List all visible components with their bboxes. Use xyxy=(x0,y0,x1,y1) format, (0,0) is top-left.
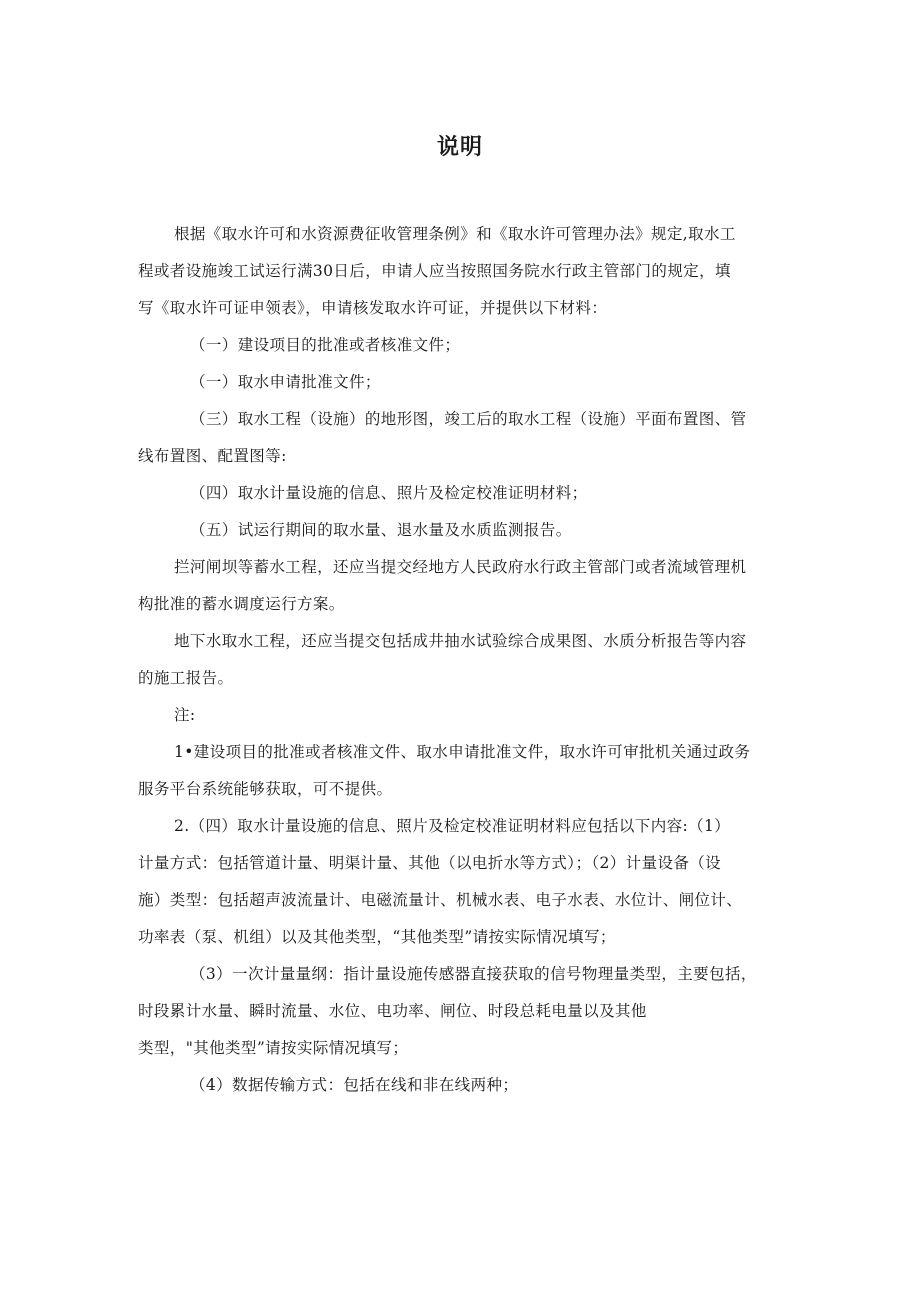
text-line: （三）取水工程（设施）的地形图，竣工后的取水工程（设施）平面布置图、管 xyxy=(190,410,747,428)
text-line: 构批准的蓄水调度运行方案。 xyxy=(138,595,345,613)
text-line: 线布置图、配置图等: xyxy=(138,447,287,465)
text-line: 注: xyxy=(174,706,196,724)
text-line: 地下水取水工程，还应当提交包括成井抽水试验综合成果图、水质分析报告等内容 xyxy=(174,632,747,650)
text-line: 的施工报告。 xyxy=(138,669,234,687)
text-line: 时段累计水量、瞬时流量、水位、电功率、闸位、时段总耗电量以及其他 xyxy=(138,1002,647,1020)
text-line: 根据《取水许可和水资源费征收管理条例》和《取水许可管理办法》规定,取水工 xyxy=(174,225,736,243)
text-line: 施）类型：包括超声波流量计、电磁流量计、机械水表、电子水表、水位计、闸位计、 xyxy=(138,891,743,909)
text-line: （一）建设项目的批准或者核准文件； xyxy=(190,336,461,354)
text-line: 服务平台系统能够获取，可不提供。 xyxy=(138,780,393,798)
text-line: （4）数据传输方式：包括在线和非在线两种； xyxy=(190,1076,519,1094)
text-line: （一）取水申请批准文件； xyxy=(190,373,381,391)
text-line: 2.（四）取水计量设施的信息、照片及检定校准证明材料应包括以下内容:（1） xyxy=(174,817,731,835)
text-line: 拦河闸坝等蓄水工程，还应当提交经地方人民政府水行政主管部门或者流域管理机 xyxy=(174,558,747,576)
text-line: 1•建设项目的批准或者核准文件、取水申请批准文件，取水许可审批机关通过政务 xyxy=(174,743,751,761)
text-line: 计量方式：包括管道计量、明渠计量、其他（以电折水等方式）；（2）计量设备（设 xyxy=(138,854,722,872)
text-line: 功率表（泵、机组）以及其他类型，“其他类型”请按实际情况填写； xyxy=(138,928,616,946)
text-line: （四）取水计量设施的信息、照片及检定校准证明材料； xyxy=(190,484,588,502)
text-line: （五）试运行期间的取水量、退水量及水质监测报告。 xyxy=(190,521,572,539)
text-line: 写《取水许可证申领表》，申请核发取水许可证，并提供以下材料： xyxy=(138,299,608,317)
text-line: 类型，"其他类型”请按实际情况填写； xyxy=(138,1039,409,1057)
text-line: （3）一次计量量纲：指计量设施传感器直接获取的信号物理量类型，主要包括， xyxy=(190,965,757,983)
page-title: 说明 xyxy=(436,135,483,160)
text-line: 程或者设施竣工试运行满30日后，申请人应当按照国务院水行政主管部门的规定，填 xyxy=(138,262,731,280)
